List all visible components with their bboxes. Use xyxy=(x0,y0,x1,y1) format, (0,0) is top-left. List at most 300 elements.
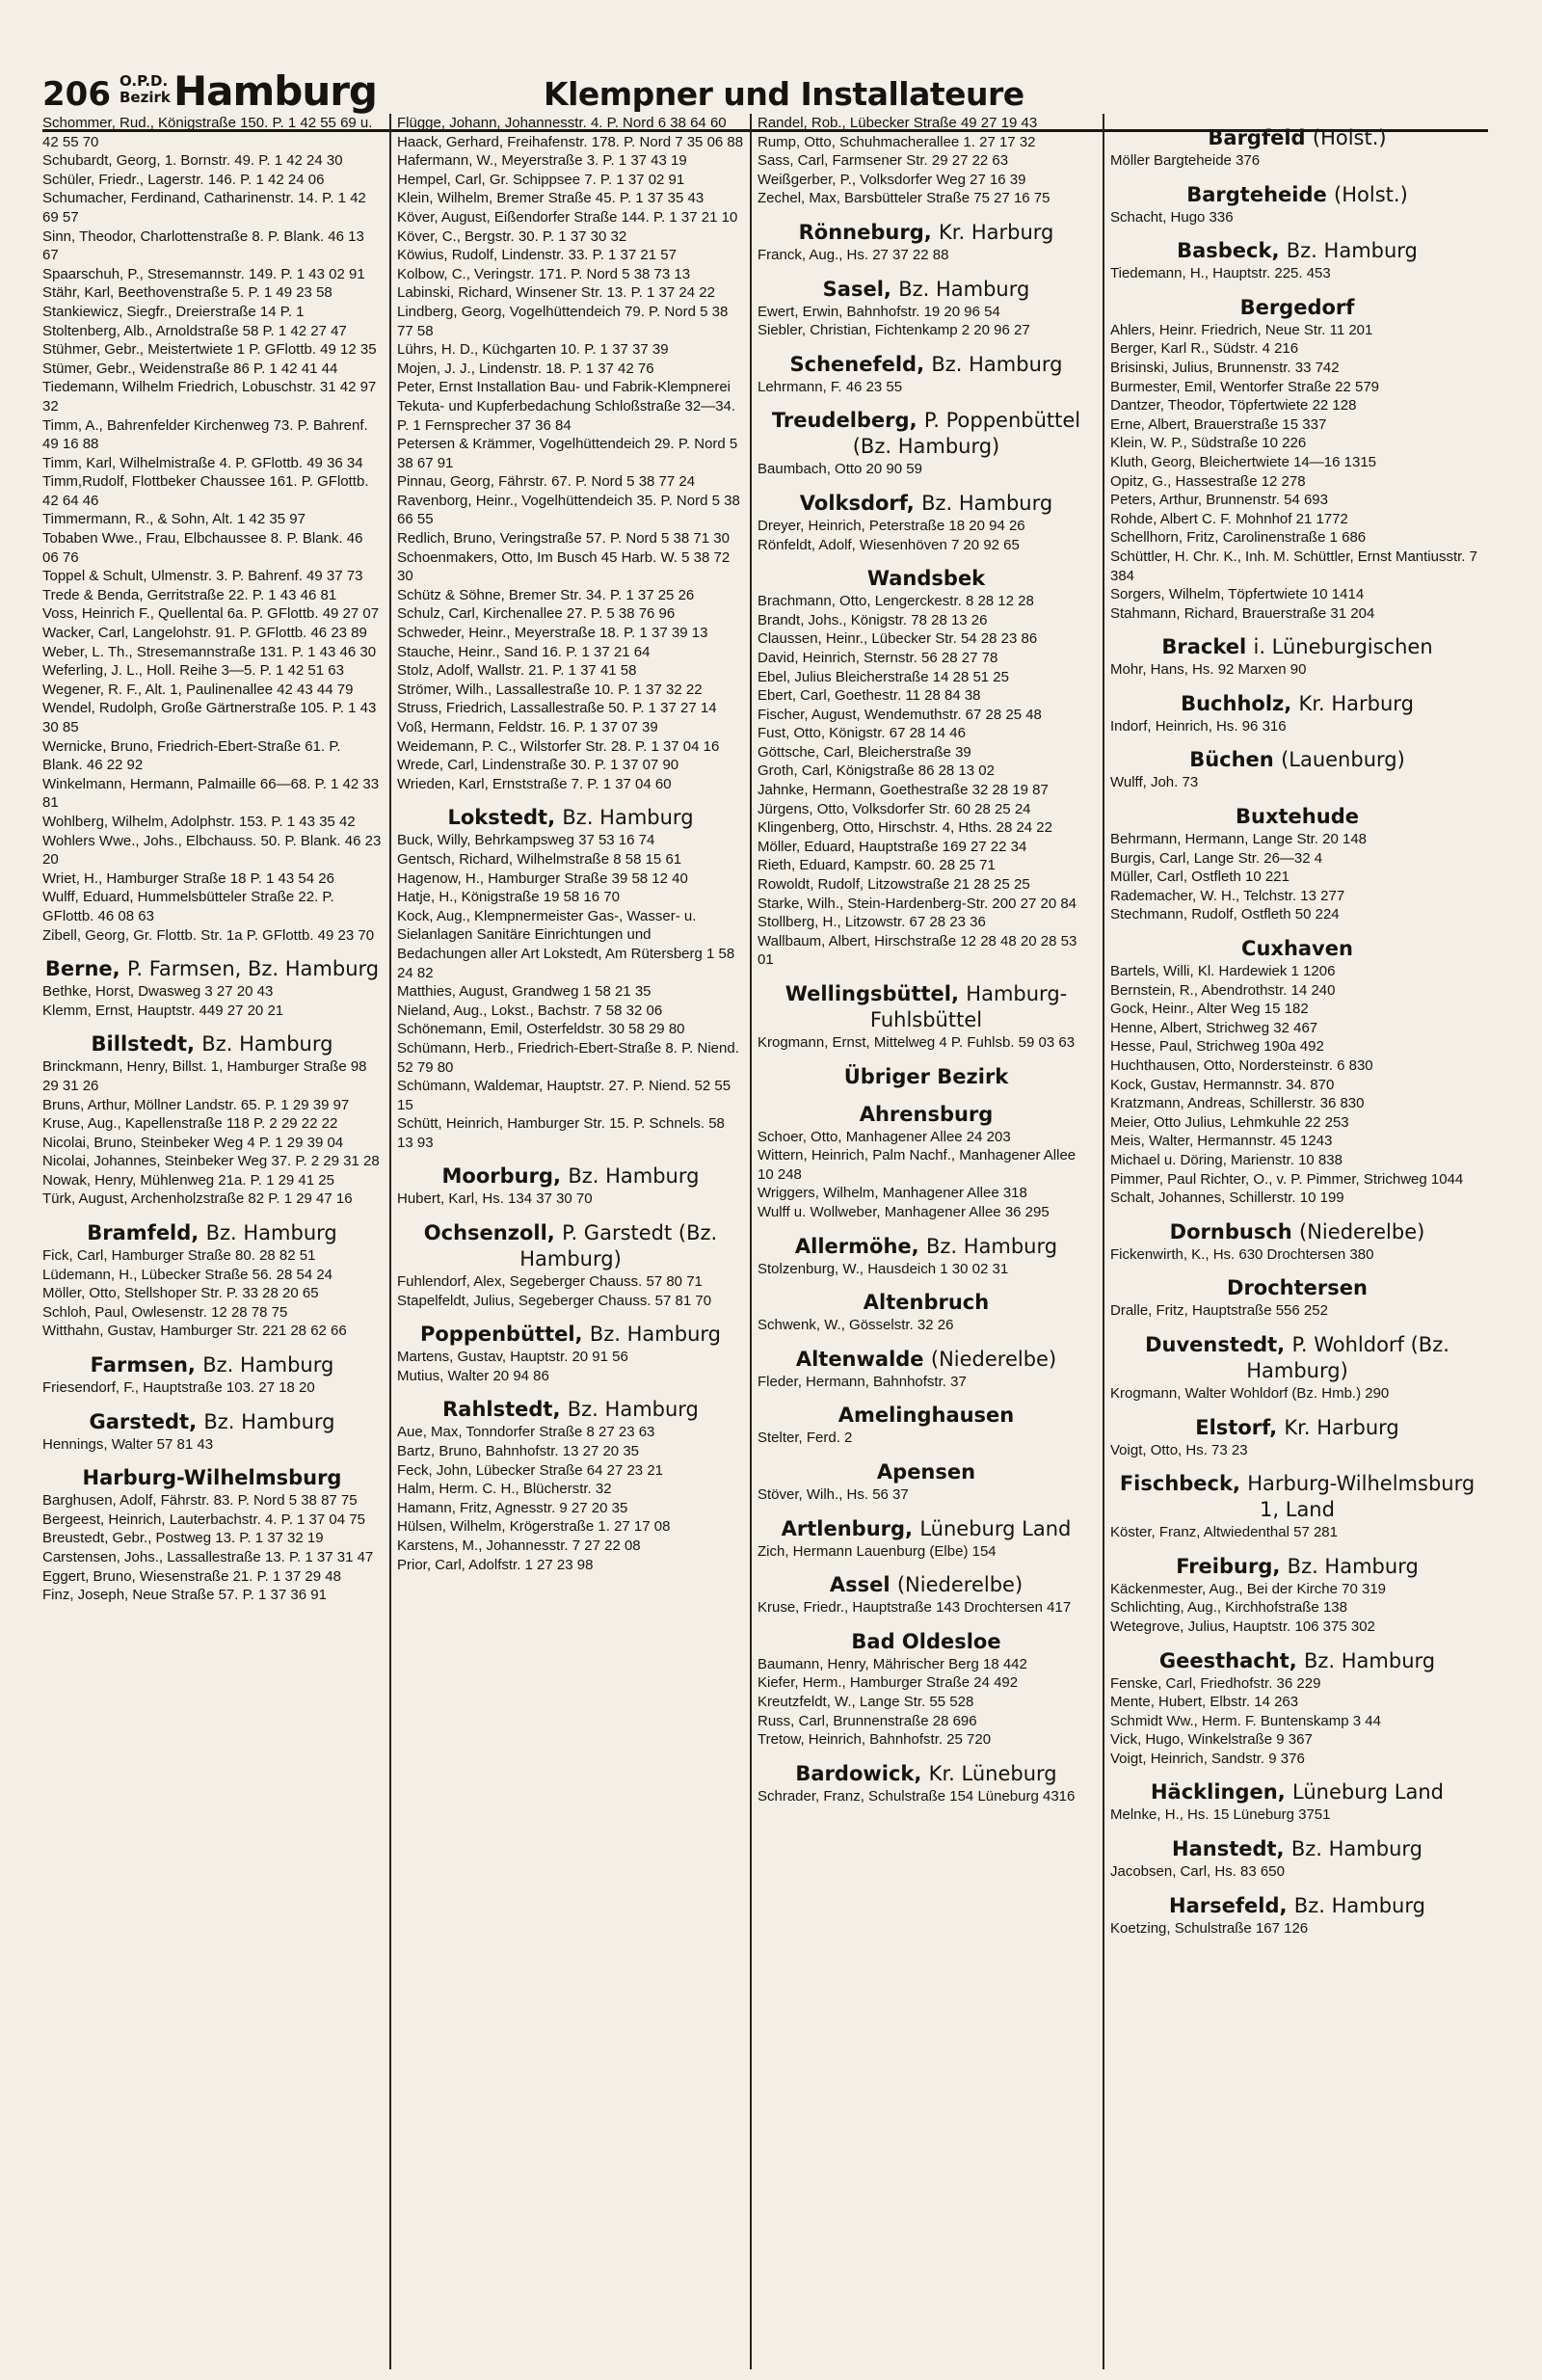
directory-entry: Brinckmann, Henry, Billst. 1, Hamburger Straße 98 29 31 26 xyxy=(42,1058,367,1094)
place-name: Garstedt, xyxy=(89,1409,198,1433)
place-heading xyxy=(397,1397,744,1423)
directory-entry: Stähr, Karl, Beethovenstraße 5. P. 1 49 23 58 xyxy=(42,284,332,302)
directory-entry: Stoltenberg, Alb., Arnoldstraße 58 P. 1 42 27 47 xyxy=(42,322,347,339)
directory-entry: Behrmann, Hermann, Lange Str. 20 148 xyxy=(1110,831,1368,848)
place-district: P. Farmsen, Bz. Hamburg xyxy=(126,957,380,981)
place-heading xyxy=(758,352,1095,378)
directory-entry: Lührs, H. D., Küchgarten 10. P. 1 37 37 39 xyxy=(397,341,669,359)
place-district: P. Poppenbüttel (Bz. Hamburg) xyxy=(852,409,1081,459)
directory-entry: Mojen, J. J., Lindenstr. 18. P. 1 37 42 76 xyxy=(397,360,654,377)
directory-entry: Franck, Aug., Hs. 27 37 22 88 xyxy=(758,246,949,263)
place-name: Basbeck, xyxy=(1177,239,1280,263)
place-district: Bz. Hamburg xyxy=(567,1398,699,1422)
directory-entry: Michael u. Döring, Marienstr. 10 838 xyxy=(1110,1151,1343,1168)
directory-entry: Bartz, Bruno, Bahnhofstr. 13 27 20 35 xyxy=(397,1443,640,1460)
directory-entry: Kreutzfeldt, W., Lange Str. 55 528 xyxy=(758,1693,974,1710)
place-name: Sasel, xyxy=(822,277,891,301)
place-district: Bz. Hamburg xyxy=(589,1323,721,1347)
directory-entry: Wetegrove, Julius, Hauptstr. 106 375 302 xyxy=(1110,1618,1375,1635)
directory-entry: Schümann, Herb., Friedrich-Ebert-Straße 8. P. Niend. 52 79 80 xyxy=(397,1039,739,1076)
directory-entry: Wrieden, Karl, Ernststraße 7. P. 1 37 04 60 xyxy=(397,775,672,792)
directory-entry: Meis, Walter, Hermannstr. 45 1243 xyxy=(1110,1133,1333,1150)
directory-entry: Hennings, Walter 57 81 43 xyxy=(42,1435,214,1453)
place-district: Bz. Hamburg xyxy=(202,1353,334,1377)
place-name: Berne, xyxy=(44,957,120,981)
directory-entry: Stankiewicz, Siegfr., Dreierstraße 14 P. 1 xyxy=(42,303,305,320)
directory-entry: Wulff, Eduard, Hummelsbütteler Straße 22. P. GFlottb. 46 08 63 xyxy=(42,889,334,924)
directory-entry: Russ, Carl, Brunnenstraße 28 696 xyxy=(758,1712,977,1729)
directory-entry: Stauche, Heinr., Sand 16. P. 1 37 21 64 xyxy=(397,643,651,660)
directory-entry: Schacht, Hugo 336 xyxy=(1110,208,1234,226)
place-heading xyxy=(42,1409,382,1435)
place-heading xyxy=(1110,1471,1484,1523)
place-heading xyxy=(1110,1779,1484,1805)
place-district: Bz. Hamburg xyxy=(205,1221,337,1245)
directory-entry: Kluth, Georg, Bleichertwiete 14—16 1315 xyxy=(1110,453,1376,470)
directory-entry: Klingenberg, Otto, Hirschstr. 4, Hths. 28 24 22 xyxy=(758,819,1052,837)
place-district: Bz. Hamburg xyxy=(1286,239,1418,263)
directory-entry: Rump, Otto, Schuhmacherallee 1. 27 17 32 xyxy=(758,133,1036,150)
directory-entry: Wernicke, Bruno, Friedrich-Ebert-Straße 61. P. Blank. 46 22 92 xyxy=(42,737,341,774)
directory-entry: Redlich, Bruno, Veringstraße 57. P. Nord 5 38 71 30 xyxy=(397,530,730,548)
place-name: Elstorf, xyxy=(1195,1415,1278,1439)
place-district: Bz. Hamburg xyxy=(1290,1837,1422,1861)
city-name: Hamburg xyxy=(173,67,377,115)
place-district: Hamburg-Fuhlsbüttel xyxy=(869,982,1068,1031)
place-heading xyxy=(1110,182,1484,208)
place-heading xyxy=(758,1234,1095,1260)
directory-entry: Feck, John, Lübecker Straße 64 27 23 21 xyxy=(397,1461,663,1479)
place-heading xyxy=(758,408,1095,460)
place-name: Farmsen, xyxy=(90,1353,196,1377)
directory-entry: Sass, Carl, Farmsener Str. 29 27 22 63 xyxy=(758,152,1009,170)
place-name: Rahlstedt, xyxy=(442,1398,561,1422)
place-name: Bardowick, xyxy=(795,1761,922,1785)
directory-entry: Kolbow, C., Veringstr. 171. P. Nord 5 38 73 13 xyxy=(397,265,691,282)
place-heading xyxy=(758,1102,1095,1128)
place-name: Schenefeld, xyxy=(789,352,925,376)
directory-entry: Käckenmester, Aug., Bei der Kirche 70 319 xyxy=(1110,1580,1387,1597)
place-district: Bz. Hamburg xyxy=(562,806,694,830)
directory-entry: Voss, Heinrich F., Quellental 6a. P. GFlottb. 49 27 07 xyxy=(42,605,380,623)
directory-entry: Möller Bargteheide 376 xyxy=(1110,152,1261,169)
directory-entry: Jacobsen, Carl, Hs. 83 650 xyxy=(1110,1863,1285,1881)
directory-entry: Rowoldt, Rudolf, Litzowstraße 21 28 25 25 xyxy=(758,876,1030,894)
place-district: Lüneburg Land xyxy=(1292,1780,1445,1805)
directory-entry: Fickenwirth, K., Hs. 630 Drochtersen 380 xyxy=(1110,1245,1374,1263)
directory-entry: Weber, L. Th., Stresemannstraße 131. P. 1 43 46 30 xyxy=(42,643,377,660)
directory-entry: Weferling, J. L., Holl. Reihe 3—5. P. 1 42 51 63 xyxy=(42,662,344,680)
directory-entry: Stolzenburg, W., Hausdeich 1 30 02 31 xyxy=(758,1260,1009,1277)
directory-entry: Kruse, Friedr., Hauptstraße 143 Drochtersen 417 xyxy=(758,1599,1072,1617)
directory-entry: Prior, Carl, Adolfstr. 1 27 23 98 xyxy=(397,1556,594,1573)
directory-entry: Fleder, Hermann, Bahnhofstr. 37 xyxy=(758,1373,967,1390)
directory-entry: Trede & Benda, Gerritstraße 22. P. 1 43 46 81 xyxy=(42,586,337,603)
place-name: Billstedt, xyxy=(91,1032,195,1056)
place-heading xyxy=(1110,1415,1484,1441)
directory-entry: Wulff, Joh. 73 xyxy=(1110,774,1199,791)
directory-entry: Brandt, Johs., Königstr. 78 28 13 26 xyxy=(758,611,988,628)
place-heading xyxy=(42,1352,382,1378)
directory-entry: Barghusen, Adolf, Fährstr. 83. P. Nord 5 38 87 75 xyxy=(42,1492,358,1510)
directory-entry: Köver, C., Bergstr. 30. P. 1 37 30 32 xyxy=(397,227,627,245)
directory-entry: Dralle, Fritz, Hauptstraße 556 252 xyxy=(1110,1302,1328,1320)
place-heading xyxy=(758,981,1095,1033)
directory-entry: Mohr, Hans, Hs. 92 Marxen 90 xyxy=(1110,661,1307,679)
place-district: (Holst.) xyxy=(1312,126,1387,149)
directory-entry: Dreyer, Heinrich, Peterstraße 18 20 94 26 xyxy=(758,517,1025,534)
place-name: Drochtersen xyxy=(1227,1276,1368,1300)
directory-entry: Wendel, Rudolph, Große Gärtnerstraße 105. P. 1 43 30 85 xyxy=(42,700,377,735)
place-district: Bz. Hamburg xyxy=(931,352,1063,376)
place-district: Bz. Hamburg xyxy=(568,1164,700,1189)
place-heading xyxy=(1110,1332,1484,1384)
directory-entry: Kratzmann, Andreas, Schillerstr. 36 830 xyxy=(1110,1095,1365,1112)
directory-entry: Möller, Otto, Stellshoper Str. P. 33 28 20 65 xyxy=(42,1285,319,1302)
place-heading xyxy=(758,566,1095,592)
place-district: i. Lüneburgischen xyxy=(1253,635,1433,659)
directory-entry: Aue, Max, Tonndorfer Straße 8 27 23 63 xyxy=(397,1424,655,1441)
place-heading xyxy=(397,1322,744,1348)
directory-entry: Karstens, M., Johannesstr. 7 27 22 08 xyxy=(397,1538,641,1554)
directory-entry: Tretow, Heinrich, Bahnhofstr. 25 720 xyxy=(758,1731,992,1749)
place-name: Artlenburg, xyxy=(781,1516,914,1540)
place-name: Wandsbek xyxy=(866,567,986,591)
place-district: Lüneburg Land xyxy=(919,1516,1072,1540)
directory-entry: Weißgerber, P., Volksdorfer Weg 27 16 39 xyxy=(758,171,1026,188)
directory-column-3 xyxy=(758,114,1101,1805)
directory-entry: Wrede, Carl, Lindenstraße 30. P. 1 37 07 90 xyxy=(397,757,679,774)
place-heading xyxy=(758,277,1095,303)
directory-entry: Ravenborg, Heinr., Vogelhüttendeich 35. P. Nord 5 38 66 55 xyxy=(397,492,740,528)
place-name: Bramfeld, xyxy=(87,1221,199,1245)
directory-entry: Friesendorf, F., Hauptstraße 103. 27 18 20 xyxy=(42,1379,315,1397)
directory-entry: Timm, Karl, Wilhelmistraße 4. P. GFlottb. 49 36 34 xyxy=(42,454,363,471)
directory-entry: Klein, Wilhelm, Bremer Straße 45. P. 1 37 35 43 xyxy=(397,190,705,207)
directory-entry: Wulff u. Wollweber, Manhagener Allee 36 295 xyxy=(758,1203,1050,1220)
directory-entry: Witthahn, Gustav, Hamburger Str. 221 28 62 66 xyxy=(42,1323,347,1340)
place-name: Apensen xyxy=(876,1459,976,1484)
district-label xyxy=(120,73,171,106)
place-district: P. Garstedt (Bz. Hamburg) xyxy=(519,1221,718,1271)
directory-entry: Schönemann, Emil, Osterfeldstr. 30 58 29 80 xyxy=(397,1021,685,1038)
directory-entry: Schüler, Friedr., Lagerstr. 146. P. 1 42 24 06 xyxy=(42,171,325,188)
place-heading xyxy=(1110,1836,1484,1862)
directory-entry: Schumacher, Ferdinand, Catharinenstr. 14. P. 1 42 69 57 xyxy=(42,190,366,226)
directory-entry: Breustedt, Gebr., Postweg 13. P. 1 37 32 19 xyxy=(42,1530,324,1547)
directory-entry: Sinn, Theodor, Charlottenstraße 8. P. Blank. 46 13 67 xyxy=(42,227,364,264)
place-name: Rönneburg, xyxy=(798,220,932,244)
directory-entry: Bartels, Willi, Kl. Hardewiek 1 1206 xyxy=(1110,963,1336,980)
directory-entry: Sorgers, Wilhelm, Töpfertwiete 10 1414 xyxy=(1110,586,1365,603)
directory-entry: Winkelmann, Hermann, Palmaille 66—68. P. 1 42 33 81 xyxy=(42,775,380,812)
directory-entry: Stapelfeldt, Julius, Segeberger Chauss. 57 81 70 xyxy=(397,1292,712,1309)
place-name: Treudelberg, xyxy=(771,409,917,433)
directory-entry: Bernstein, R., Abendrothstr. 14 240 xyxy=(1110,981,1336,999)
directory-entry: Peters, Arthur, Brunnenstr. 54 693 xyxy=(1110,492,1328,509)
place-name: Wellingsbüttel, xyxy=(784,982,959,1005)
directory-entry: Burgis, Carl, Lange Str. 26—32 4 xyxy=(1110,849,1323,867)
directory-entry: Schwenk, W., Gösselstr. 32 26 xyxy=(758,1317,954,1334)
directory-entry: Starke, Wilh., Stein-Hardenberg-Str. 200 27 20 84 xyxy=(758,895,1077,912)
directory-entry: Lindberg, Georg, Vogelhüttendeich 79. P. Nord 5 38 77 58 xyxy=(397,303,729,339)
directory-entry: Schlichting, Aug., Kirchhofstraße 138 xyxy=(1110,1599,1347,1617)
directory-entry: David, Heinrich, Sternstr. 56 28 27 78 xyxy=(758,649,998,666)
directory-entry: Petersen & Krämmer, Vogelhüttendeich 29. P. Nord 5 38 67 91 xyxy=(397,436,738,471)
directory-entry: Schmidt Ww., Herm. F. Buntenskamp 3 44 xyxy=(1110,1712,1381,1729)
place-name: Harburg-Wilhelmsburg xyxy=(82,1466,342,1490)
place-name: Geesthacht, xyxy=(1158,1648,1297,1672)
directory-entry: Dantzer, Theodor, Töpfertwiete 22 128 xyxy=(1110,397,1357,414)
directory-entry: Göttsche, Carl, Bleicherstraße 39 xyxy=(758,743,971,761)
directory-entry: Fenske, Carl, Friedhofstr. 36 229 xyxy=(1110,1674,1321,1692)
place-name: Harsefeld, xyxy=(1169,1893,1288,1917)
directory-entry: Brachmann, Otto, Lengerckestr. 8 28 12 28 xyxy=(758,593,1034,610)
directory-entry: Schubardt, Georg, 1. Bornstr. 49. P. 1 42 24 30 xyxy=(42,152,343,170)
directory-entry: Zechel, Max, Barsbütteler Straße 75 27 16 75 xyxy=(758,190,1050,207)
place-name: Poppenbüttel, xyxy=(419,1323,583,1347)
directory-entry: Fischer, August, Wendemuthstr. 67 28 25 48 xyxy=(758,706,1042,723)
directory-entry: Hagenow, H., Hamburger Straße 39 58 12 40 xyxy=(397,869,688,887)
place-district: Kr. Harburg xyxy=(939,220,1054,244)
directory-entry: Gock, Heinr., Alter Weg 15 182 xyxy=(1110,1001,1309,1018)
directory-entry: Fust, Otto, Königstr. 67 28 14 46 xyxy=(758,725,966,742)
directory-entry: Kiefer, Herm., Hamburger Straße 24 492 xyxy=(758,1674,1019,1692)
directory-entry: Burmester, Emil, Wentorfer Straße 22 579 xyxy=(1110,378,1380,395)
directory-entry: Randel, Rob., Lübecker Straße 49 27 19 43 xyxy=(758,115,1038,131)
directory-entry: Krogmann, Ernst, Mittelweg 4 P. Fuhlsb. 59 03 63 xyxy=(758,1034,1076,1051)
directory-entry: Stöver, Wilh., Hs. 56 37 xyxy=(758,1485,909,1503)
directory-entry: Timmermann, R., & Sohn, Alt. 1 42 35 97 xyxy=(42,511,306,528)
directory-entry: Voigt, Otto, Hs. 73 23 xyxy=(1110,1441,1248,1458)
directory-entry: Halm, Herm. C. H., Blücherstr. 32 xyxy=(397,1481,612,1498)
directory-entry: Opitz, G., Hassestraße 12 278 xyxy=(1110,472,1306,490)
directory-entry: Voigt, Heinrich, Sandstr. 9 376 xyxy=(1110,1750,1305,1767)
place-name: Dornbusch xyxy=(1169,1219,1292,1243)
place-district: (Niederelbe) xyxy=(896,1573,1024,1597)
directory-entry: Schrader, Franz, Schulstraße 154 Lüneburg 4316 xyxy=(758,1787,1076,1805)
directory-entry: Indorf, Heinrich, Hs. 96 316 xyxy=(1110,717,1287,735)
place-heading xyxy=(758,1629,1095,1655)
directory-entry: Schoenmakers, Otto, Im Busch 45 Harb. W. 5 38 72 30 xyxy=(397,548,731,585)
place-name: Buxtehude xyxy=(1236,805,1359,829)
directory-entry: Gentsch, Richard, Wilhelmstraße 8 58 15 61 xyxy=(397,850,682,868)
directory-entry: Meier, Otto Julius, Lehmkuhle 22 253 xyxy=(1110,1113,1349,1131)
place-name: Häcklingen, xyxy=(1150,1780,1286,1805)
directory-entry: Hubert, Karl, Hs. 134 37 30 70 xyxy=(397,1190,593,1208)
place-heading xyxy=(42,1031,382,1057)
directory-entry: Zibell, Georg, Gr. Flottb. Str. 1a P. GFlottb. 49 23 70 xyxy=(42,926,375,944)
directory-entry: Kruse, Aug., Kapellenstraße 118 P. 2 29 22 22 xyxy=(42,1115,338,1133)
place-district: (Holst.) xyxy=(1334,182,1408,206)
directory-entry: Nieland, Aug., Lokst., Bachstr. 7 58 32 06 xyxy=(397,1002,663,1019)
directory-entry: Henne, Albert, Strichweg 32 467 xyxy=(1110,1019,1318,1036)
directory-entry: Mente, Hubert, Elbstr. 14 263 xyxy=(1110,1694,1299,1711)
place-heading xyxy=(1110,1275,1484,1301)
place-district: P. Wohldorf (Bz. Hamburg) xyxy=(1246,1332,1449,1382)
place-name: Allermöhe, xyxy=(794,1234,919,1258)
place-name: Altenwalde xyxy=(795,1347,924,1371)
directory-entry: Nowak, Henry, Mühlenweg 21a. P. 1 29 41 25 xyxy=(42,1171,334,1189)
directory-entry: Schalt, Johannes, Schillerstr. 10 199 xyxy=(1110,1190,1344,1207)
place-name: Duvenstedt, xyxy=(1145,1332,1286,1356)
directory-entry: Groth, Carl, Königstraße 86 28 13 02 xyxy=(758,762,995,780)
place-heading xyxy=(1110,804,1484,830)
directory-entry: Türk, August, Archenholzstraße 82 P. 1 29 47 16 xyxy=(42,1190,353,1208)
place-name: Freiburg, xyxy=(1176,1554,1281,1578)
directory-entry: Finz, Joseph, Neue Straße 57. P. 1 37 36 91 xyxy=(42,1587,327,1604)
place-district: Bz. Hamburg xyxy=(1293,1893,1425,1917)
directory-entry: Rohde, Albert C. F. Mohnhof 21 1772 xyxy=(1110,510,1348,527)
directory-entry: Timm,Rudolf, Flottbeker Chaussee 161. P. GFlottb. 42 64 46 xyxy=(42,473,369,509)
directory-entry: Hülsen, Wilhelm, Krögerstraße 1. 27 17 08 xyxy=(397,1518,671,1536)
directory-entry: Kock, Gustav, Hermannstr. 34. 870 xyxy=(1110,1076,1335,1093)
place-district: (Lauenburg) xyxy=(1281,748,1405,772)
directory-entry: Stümer, Gebr., Weidenstraße 86 P. 1 42 41 44 xyxy=(42,360,338,377)
page-number: 206 xyxy=(42,75,111,114)
place-district: Bz. Hamburg xyxy=(1303,1648,1436,1672)
place-name: Cuxhaven xyxy=(1241,937,1353,961)
page-title: Klempner und Installateure xyxy=(544,75,1024,113)
directory-entry: Timm, A., Bahrenfelder Kirchenweg 73. P. Bahrenf. 49 16 88 xyxy=(42,416,368,453)
directory-entry: Tiedemann, Wilhelm Friedrich, Lobuschstr. 31 42 97 32 xyxy=(42,379,377,414)
column-divider xyxy=(1103,114,1104,2369)
directory-entry: Bruns, Arthur, Möllner Landstr. 65. P. 1 29 39 97 xyxy=(42,1096,350,1113)
place-heading xyxy=(758,491,1095,517)
directory-entry: Bergeest, Heinrich, Lauterbachstr. 4. P. 1 37 04 75 xyxy=(42,1511,365,1528)
directory-column-4 xyxy=(1110,114,1490,1938)
place-name: Ahrensburg xyxy=(859,1102,994,1126)
place-district: Bz. Hamburg xyxy=(921,491,1053,515)
directory-entry: Lehrmann, F. 46 23 55 xyxy=(758,378,903,395)
directory-entry: Stolz, Adolf, Wallstr. 21. P. 1 37 41 58 xyxy=(397,662,637,680)
place-district: (Niederelbe) xyxy=(930,1347,1057,1371)
directory-entry: Wittern, Heinrich, Palm Nachf., Manhagener Allee 10 248 xyxy=(758,1147,1077,1183)
directory-entry: Schommer, Rud., Königstraße 150. P. 1 42 55 69 u. 42 55 70 xyxy=(42,115,373,150)
place-district: Kr. Lüneburg xyxy=(928,1761,1057,1785)
place-name: Moorburg, xyxy=(441,1164,561,1189)
place-district: (Niederelbe) xyxy=(1299,1219,1425,1243)
directory-entry: Baumann, Henry, Mährischer Berg 18 442 xyxy=(758,1655,1027,1672)
directory-entry: Peter, Ernst Installation Bau- und Fabrik-Klempnerei Tekuta- und Kupferbedachung Schloßstraße 32—34. P. 1 Fernsprecher 37 36 84 xyxy=(397,379,736,434)
directory-entry: Berger, Karl R., Südstr. 4 216 xyxy=(1110,340,1299,358)
place-heading xyxy=(1110,1554,1484,1580)
directory-entry: Weidemann, P. C., Wilstorfer Str. 28. P. 1 37 04 16 xyxy=(397,737,720,755)
place-heading xyxy=(758,1347,1095,1373)
directory-entry: Vick, Hugo, Winkelstraße 9 367 xyxy=(1110,1731,1313,1749)
directory-entry: Rieth, Eduard, Kampstr. 60. 28 25 71 xyxy=(758,857,996,874)
directory-entry: Fick, Carl, Hamburger Straße 80. 28 82 51 xyxy=(42,1247,316,1265)
directory-entry: Schloh, Paul, Owlesenstr. 12 28 78 75 xyxy=(42,1303,288,1321)
district-label-line2: Bezirk xyxy=(120,89,171,106)
place-district: Kr. Harburg xyxy=(1298,691,1414,715)
place-name: Buchholz, xyxy=(1181,691,1292,715)
place-name: Volksdorf, xyxy=(799,491,915,515)
directory-entry: Nicolai, Bruno, Steinbeker Weg 4 P. 1 29 39 04 xyxy=(42,1134,344,1151)
directory-entry: Ahlers, Heinr. Friedrich, Neue Str. 11 201 xyxy=(1110,321,1373,338)
place-name: Fischbeck, xyxy=(1119,1472,1240,1496)
place-heading xyxy=(42,956,382,982)
directory-entry: Wohlers Wwe., Johs., Elbchauss. 50. P. Blank. 46 23 20 xyxy=(42,832,382,869)
directory-entry: Eggert, Bruno, Wiesenstraße 21. P. 1 37 29 48 xyxy=(42,1567,341,1585)
directory-entry: Huchthausen, Otto, Nordersteinstr. 6 830 xyxy=(1110,1057,1373,1074)
directory-entry: Schellhorn, Fritz, Carolinenstraße 1 686 xyxy=(1110,529,1367,547)
directory-entry: Rademacher, W. H., Telchstr. 13 277 xyxy=(1110,887,1345,904)
place-heading xyxy=(1110,295,1484,321)
directory-entry: Claussen, Heinr., Lübecker Str. 54 28 23 86 xyxy=(758,630,1038,648)
place-name: Büchen xyxy=(1189,748,1274,772)
directory-entry: Wriggers, Wilhelm, Manhagener Allee 318 xyxy=(758,1185,1027,1202)
directory-entry: Schüttler, H. Chr. K., Inh. M. Schüttler, Ernst Mantiusstr. 7 384 xyxy=(1110,548,1477,584)
directory-entry: Wacker, Carl, Langelohstr. 91. P. GFlottb. 46 23 89 xyxy=(42,625,367,642)
directory-entry: Schoer, Otto, Manhagener Allee 24 203 xyxy=(758,1128,1011,1145)
directory-entry: Bethke, Horst, Dwasweg 3 27 20 43 xyxy=(42,983,274,1001)
place-district: Harburg-Wilhelmsburg 1, Land xyxy=(1247,1472,1476,1522)
directory-entry: Tobaben Wwe., Frau, Elbchaussee 8. P. Blank. 46 06 76 xyxy=(42,530,363,566)
place-name: Bad Oldesloe xyxy=(851,1629,1001,1653)
place-heading xyxy=(758,1761,1095,1787)
directory-entry: Erne, Albert, Brauerstraße 15 337 xyxy=(1110,415,1327,433)
directory-entry: Siebler, Christian, Fichtenkamp 2 20 96 27 xyxy=(758,322,1030,339)
place-district: Bz. Hamburg xyxy=(203,1409,335,1433)
directory-entry: Toppel & Schult, Ulmenstr. 3. P. Bahrenf. 49 37 73 xyxy=(42,568,363,585)
directory-entry: Fuhlendorf, Alex, Segeberger Chauss. 57 80 71 xyxy=(397,1273,703,1291)
directory-entry: Hempel, Carl, Gr. Schippsee 7. P. 1 37 02 91 xyxy=(397,171,685,188)
column-divider xyxy=(389,114,391,2369)
directory-entry: Jürgens, Otto, Volksdorfer Str. 60 28 25 24 xyxy=(758,800,1031,817)
directory-entry: Lüdemann, H., Lübecker Straße 56. 28 54 24 xyxy=(42,1266,333,1283)
directory-entry: Krogmann, Walter Wohldorf (Bz. Hmb.) 290 xyxy=(1110,1384,1390,1402)
directory-entry: Strömer, Wilh., Lassallestraße 10. P. 1 37 32 22 xyxy=(397,681,703,698)
directory-entry: Wriet, H., Hamburger Straße 18 P. 1 43 54 26 xyxy=(42,869,334,887)
place-name: Bargteheide xyxy=(1186,182,1327,206)
directory-entry: Hatje, H., Königstraße 19 58 16 70 xyxy=(397,889,620,906)
place-heading xyxy=(758,1064,1095,1090)
place-heading xyxy=(1110,125,1484,151)
directory-entry: Flügge, Johann, Johannesstr. 4. P. Nord 6 38 64 60 xyxy=(397,115,727,131)
directory-entry: Haack, Gerhard, Freihafenstr. 178. P. Nord 7 35 06 88 xyxy=(397,133,744,150)
directory-entry: Spaarschuh, P., Stresemannstr. 149. P. 1 43 02 91 xyxy=(42,265,365,282)
place-name: Assel xyxy=(829,1573,891,1597)
place-heading xyxy=(397,1163,744,1190)
directory-entry: Ebel, Julius Bleicherstraße 14 28 51 25 xyxy=(758,668,1009,685)
directory-entry: Köver, August, Eißendorfer Straße 144. P. 1 37 21 10 xyxy=(397,208,738,226)
place-heading xyxy=(758,1572,1095,1598)
directory-entry: Buck, Willy, Behrkampsweg 37 53 16 74 xyxy=(397,832,655,849)
directory-entry: Stahmann, Richard, Brauerstraße 31 204 xyxy=(1110,604,1375,622)
place-heading xyxy=(1110,1893,1484,1919)
directory-entry: Hesse, Paul, Strichweg 190a 492 xyxy=(1110,1038,1324,1056)
directory-entry: Pimmer, Paul Richter, O., v. P. Pimmer, Strichweg 1044 xyxy=(1110,1170,1464,1188)
directory-entry: Ewert, Erwin, Bahnhofstr. 19 20 96 54 xyxy=(758,303,1000,320)
directory-entry: Labinski, Richard, Winsener Str. 13. P. 1 37 24 22 xyxy=(397,284,715,302)
place-heading xyxy=(758,1290,1095,1316)
directory-entry: Stelter, Ferd. 2 xyxy=(758,1430,853,1447)
place-name: Amelinghausen xyxy=(837,1404,1015,1428)
directory-entry: Hamann, Fritz, Agnesstr. 9 27 20 35 xyxy=(397,1499,628,1516)
directory-entry: Schweder, Heinr., Meyerstraße 18. P. 1 37 39 13 xyxy=(397,625,708,642)
place-district: Bz. Hamburg xyxy=(898,277,1030,301)
directory-entry: Stechmann, Rudolf, Ostfleth 50 224 xyxy=(1110,906,1340,923)
place-district: Bz. Hamburg xyxy=(201,1032,333,1056)
place-heading xyxy=(42,1465,382,1491)
place-heading xyxy=(1110,1219,1484,1245)
place-heading xyxy=(1110,936,1484,962)
place-district: Bz. Hamburg xyxy=(1287,1554,1419,1578)
directory-entry: Voß, Hermann, Feldstr. 16. P. 1 37 07 39 xyxy=(397,719,658,735)
directory-entry: Tiedemann, H., Hauptstr. 225. 453 xyxy=(1110,265,1331,282)
column-divider xyxy=(750,114,752,2369)
